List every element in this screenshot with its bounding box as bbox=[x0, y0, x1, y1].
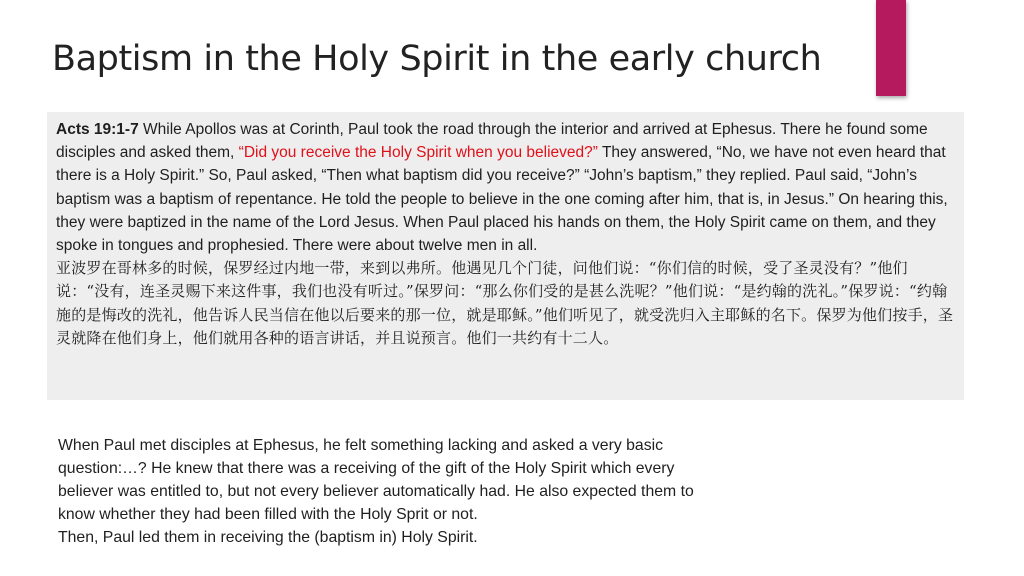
accent-bar bbox=[876, 0, 906, 96]
commentary-line: question:…? He knew that there was a receiving of the gift of the Holy Spirit which every bbox=[58, 460, 675, 478]
scripture-reference: Acts 19:1-7 bbox=[56, 121, 139, 138]
scripture-english bbox=[56, 118, 956, 257]
commentary-line: know whether they had been filled with the Holy Sprit or not. bbox=[58, 506, 478, 524]
commentary-line: believer was entitled to, but not every believer automatically had. He also expected them to bbox=[58, 483, 694, 501]
commentary-line: When Paul met disciples at Ephesus, he felt something lacking and asked a very basic bbox=[58, 437, 663, 454]
scripture-highlighted-quote: “Did you receive the Holy Spirit when you believed?” bbox=[238, 144, 598, 162]
slide-title: Baptism in the Holy Spirit in the early church bbox=[52, 39, 822, 79]
commentary-line: Then, Paul led them in receiving the (baptism in) Holy Spirit. bbox=[58, 529, 478, 547]
scripture-text-after-quote: They answered, “No, we have not even heard that there is a Holy Spirit.” So, Paul asked, “Then what baptism did you receive?” “John’s baptism,” they replied. Paul said, “John’s baptism was a baptism of repentance. He told the people to believe in the one coming after him, that is, in Jesus.” On hearing this, they were baptized in the name of the Lord Jesus. When Paul placed his hands on them, the Holy Spirit came on them, and they spoke in tongues and prophesied. There were about twelve men in all. bbox=[56, 144, 948, 255]
scripture-text-before-quote: While Apollos was at Corinth, Paul took the road through the interior and arrived at Ephesus. There he found some disciples and asked them, bbox=[56, 121, 928, 162]
scripture-box bbox=[47, 112, 964, 400]
commentary bbox=[58, 434, 858, 549]
scripture-chinese: 亚波罗在哥林多的时候，保罗经过内地一带，来到以弗所。他遇见几个门徒，问他们说：“你们信的时候，受了圣灵没有？”他们说：“没有，连圣灵赐下来这件事，我们也没有听过。”保罗问：“那么你们受的是甚么洗呢？”他们说：“是约翰的洗礼。”保罗说：“约翰施的是悔改的洗礼，他告诉人民当信在他以后要来的那一位，就是耶稣。”他们听见了，就受洗归入主耶稣的名下。保罗为他们按手，圣灵就降在他们身上，他们就用各种的语言讲话，并且说预言。他们一共约有十二人。 bbox=[56, 259, 954, 347]
